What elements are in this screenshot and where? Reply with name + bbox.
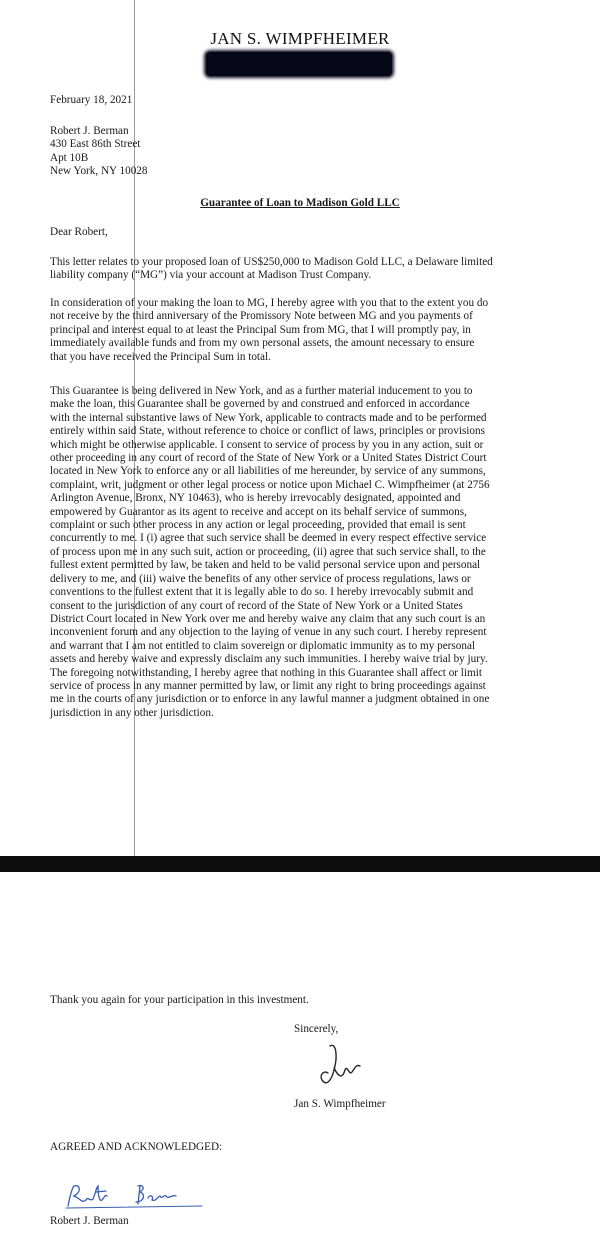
paragraph-line: other proceeding in any court of record of the State of New York or a United States District Court	[50, 452, 487, 465]
recipient-address	[50, 125, 147, 179]
redacted-address	[206, 52, 392, 76]
signature-jan	[312, 1040, 372, 1096]
paragraph-line: Arlington Avenue, Bronx, NY 10463), who is hereby irrevocably designated, appointed and	[50, 492, 461, 505]
paragraph-line: empowered by Guarantor as its agent to receive and accept on its behalf service of summons,	[50, 505, 467, 518]
paragraph-line: conventions to the fullest extent that it is legally able to do so. I hereby irrevocably submit and	[50, 586, 474, 599]
recipient-name: Robert J. Berman	[50, 125, 129, 137]
paragraph-consideration	[50, 297, 570, 364]
paragraph-line: with the internal substantive laws of New York, applicable to contracts made and to be performed	[50, 411, 487, 424]
paragraph-line: not receive by the third anniversary of the Promissory Note between MG and you payments of	[50, 310, 473, 323]
paragraph-line: This letter relates to your proposed loan of US$250,000 to Madison Gold LLC, a Delaware limited	[50, 256, 493, 268]
signature-robert	[60, 1182, 210, 1212]
paragraph-governing-law	[50, 385, 570, 720]
paragraph-line: consent to the jurisdiction of any court of record of the State of New York or a United States	[50, 599, 463, 612]
paragraph-line: entirely within said State, without reference to choice or conflict of laws, principles or provisions	[50, 425, 485, 438]
acknowledger-name: Robert J. Berman	[50, 1215, 129, 1227]
paragraph-line: make the loan, this Guarantee shall be governed by and construed and enforced in accordance	[50, 398, 470, 411]
paragraph-line: immediately available funds and from my own personal assets, the amount necessary to ensure	[50, 337, 475, 350]
paragraph-line: me in the courts of any jurisdiction or to enforce in any lawful manner a judgment obtained in one	[50, 693, 490, 706]
paragraph-line: principal and interest equal to at least the Principal Sum from MG, that I will promptly pay, in	[50, 323, 471, 336]
paragraph-line: and warrant that I am not entitled to claim sovereign or diplomatic immunity as to my personal	[50, 639, 476, 652]
paragraph-line: that you have received the Principal Sum in total.	[50, 350, 271, 363]
paragraph-line: which might be otherwise applicable. I consent to service of process by you in any action, suit or	[50, 438, 484, 451]
paragraph-line: service of process in any manner permitted by law, or limit any right to bring proceedings against	[50, 679, 486, 692]
subject-line: Guarantee of Loan to Madison Gold LLC	[200, 197, 400, 209]
paragraph-line: delivery to me, and (iii) waive the benefits of any other service of process regulations, laws or	[50, 572, 471, 585]
paragraph-line: complaint, writ, judgment or other legal process or notice upon Michael C. Wimpfheimer (at 2756	[50, 478, 490, 491]
paragraph-line: inconvenient forum and any objection to the laying of venue in any such court. I hereby represent	[50, 626, 487, 639]
agreed-heading: AGREED AND ACKNOWLEDGED:	[50, 1141, 223, 1153]
paragraph-line: complaint or such other process in any action or legal proceeding, provided that email is sent	[50, 519, 466, 532]
paragraph-line: fullest extent permitted by law, be taken and held to be valid personal service upon and personal	[50, 559, 481, 572]
letterhead-name: JAN S. WIMPFHEIMER	[210, 29, 390, 48]
letter-date: February 18, 2021	[50, 94, 133, 106]
paragraph-line: The foregoing notwithstanding, I hereby agree that nothing in this Guarantee shall affect or limit	[50, 666, 482, 679]
paragraph-line: District Court located in New York over me and hereby waive any claim that any such court is an	[50, 612, 486, 625]
signer-name: Jan S. Wimpfheimer	[294, 1098, 386, 1110]
recipient-apt: Apt 10B	[50, 151, 89, 164]
paragraph-line: In consideration of your making the loan to MG, I hereby agree with you that to the extent you do	[50, 297, 489, 309]
paragraph-line: jurisdiction in any other jurisdiction.	[50, 706, 214, 719]
recipient-street: 430 East 86th Street	[50, 138, 141, 151]
paragraph-line: located in New York to enforce any or all liabilities of me hereunder, by service of any summons,	[50, 465, 486, 478]
paragraph-line: This Guarantee is being delivered in New York, and as a further material inducement to you to	[50, 385, 473, 397]
paragraph-line: concurrently to me. I (i) agree that such service shall be deemed in every respect effective service	[50, 532, 487, 545]
sincerely-line: Sincerely,	[294, 1023, 339, 1035]
paragraph-line: of process upon me in any such suit, action or proceeding, (ii) agree that such service shall, to the	[50, 545, 486, 558]
salutation: Dear Robert,	[50, 226, 108, 238]
paragraph-line: assets and hereby waive and expressly disclaim any such immunities. I hereby waive trial by jury.	[50, 653, 488, 666]
recipient-city: New York, NY 10028	[50, 165, 148, 178]
paragraph-loan	[50, 256, 570, 283]
thank-you-line: Thank you again for your participation in this investment.	[50, 994, 309, 1006]
paragraph-line: liability company (“MG”) via your account at Madison Trust Company.	[50, 269, 372, 282]
page-break-band	[0, 856, 600, 872]
